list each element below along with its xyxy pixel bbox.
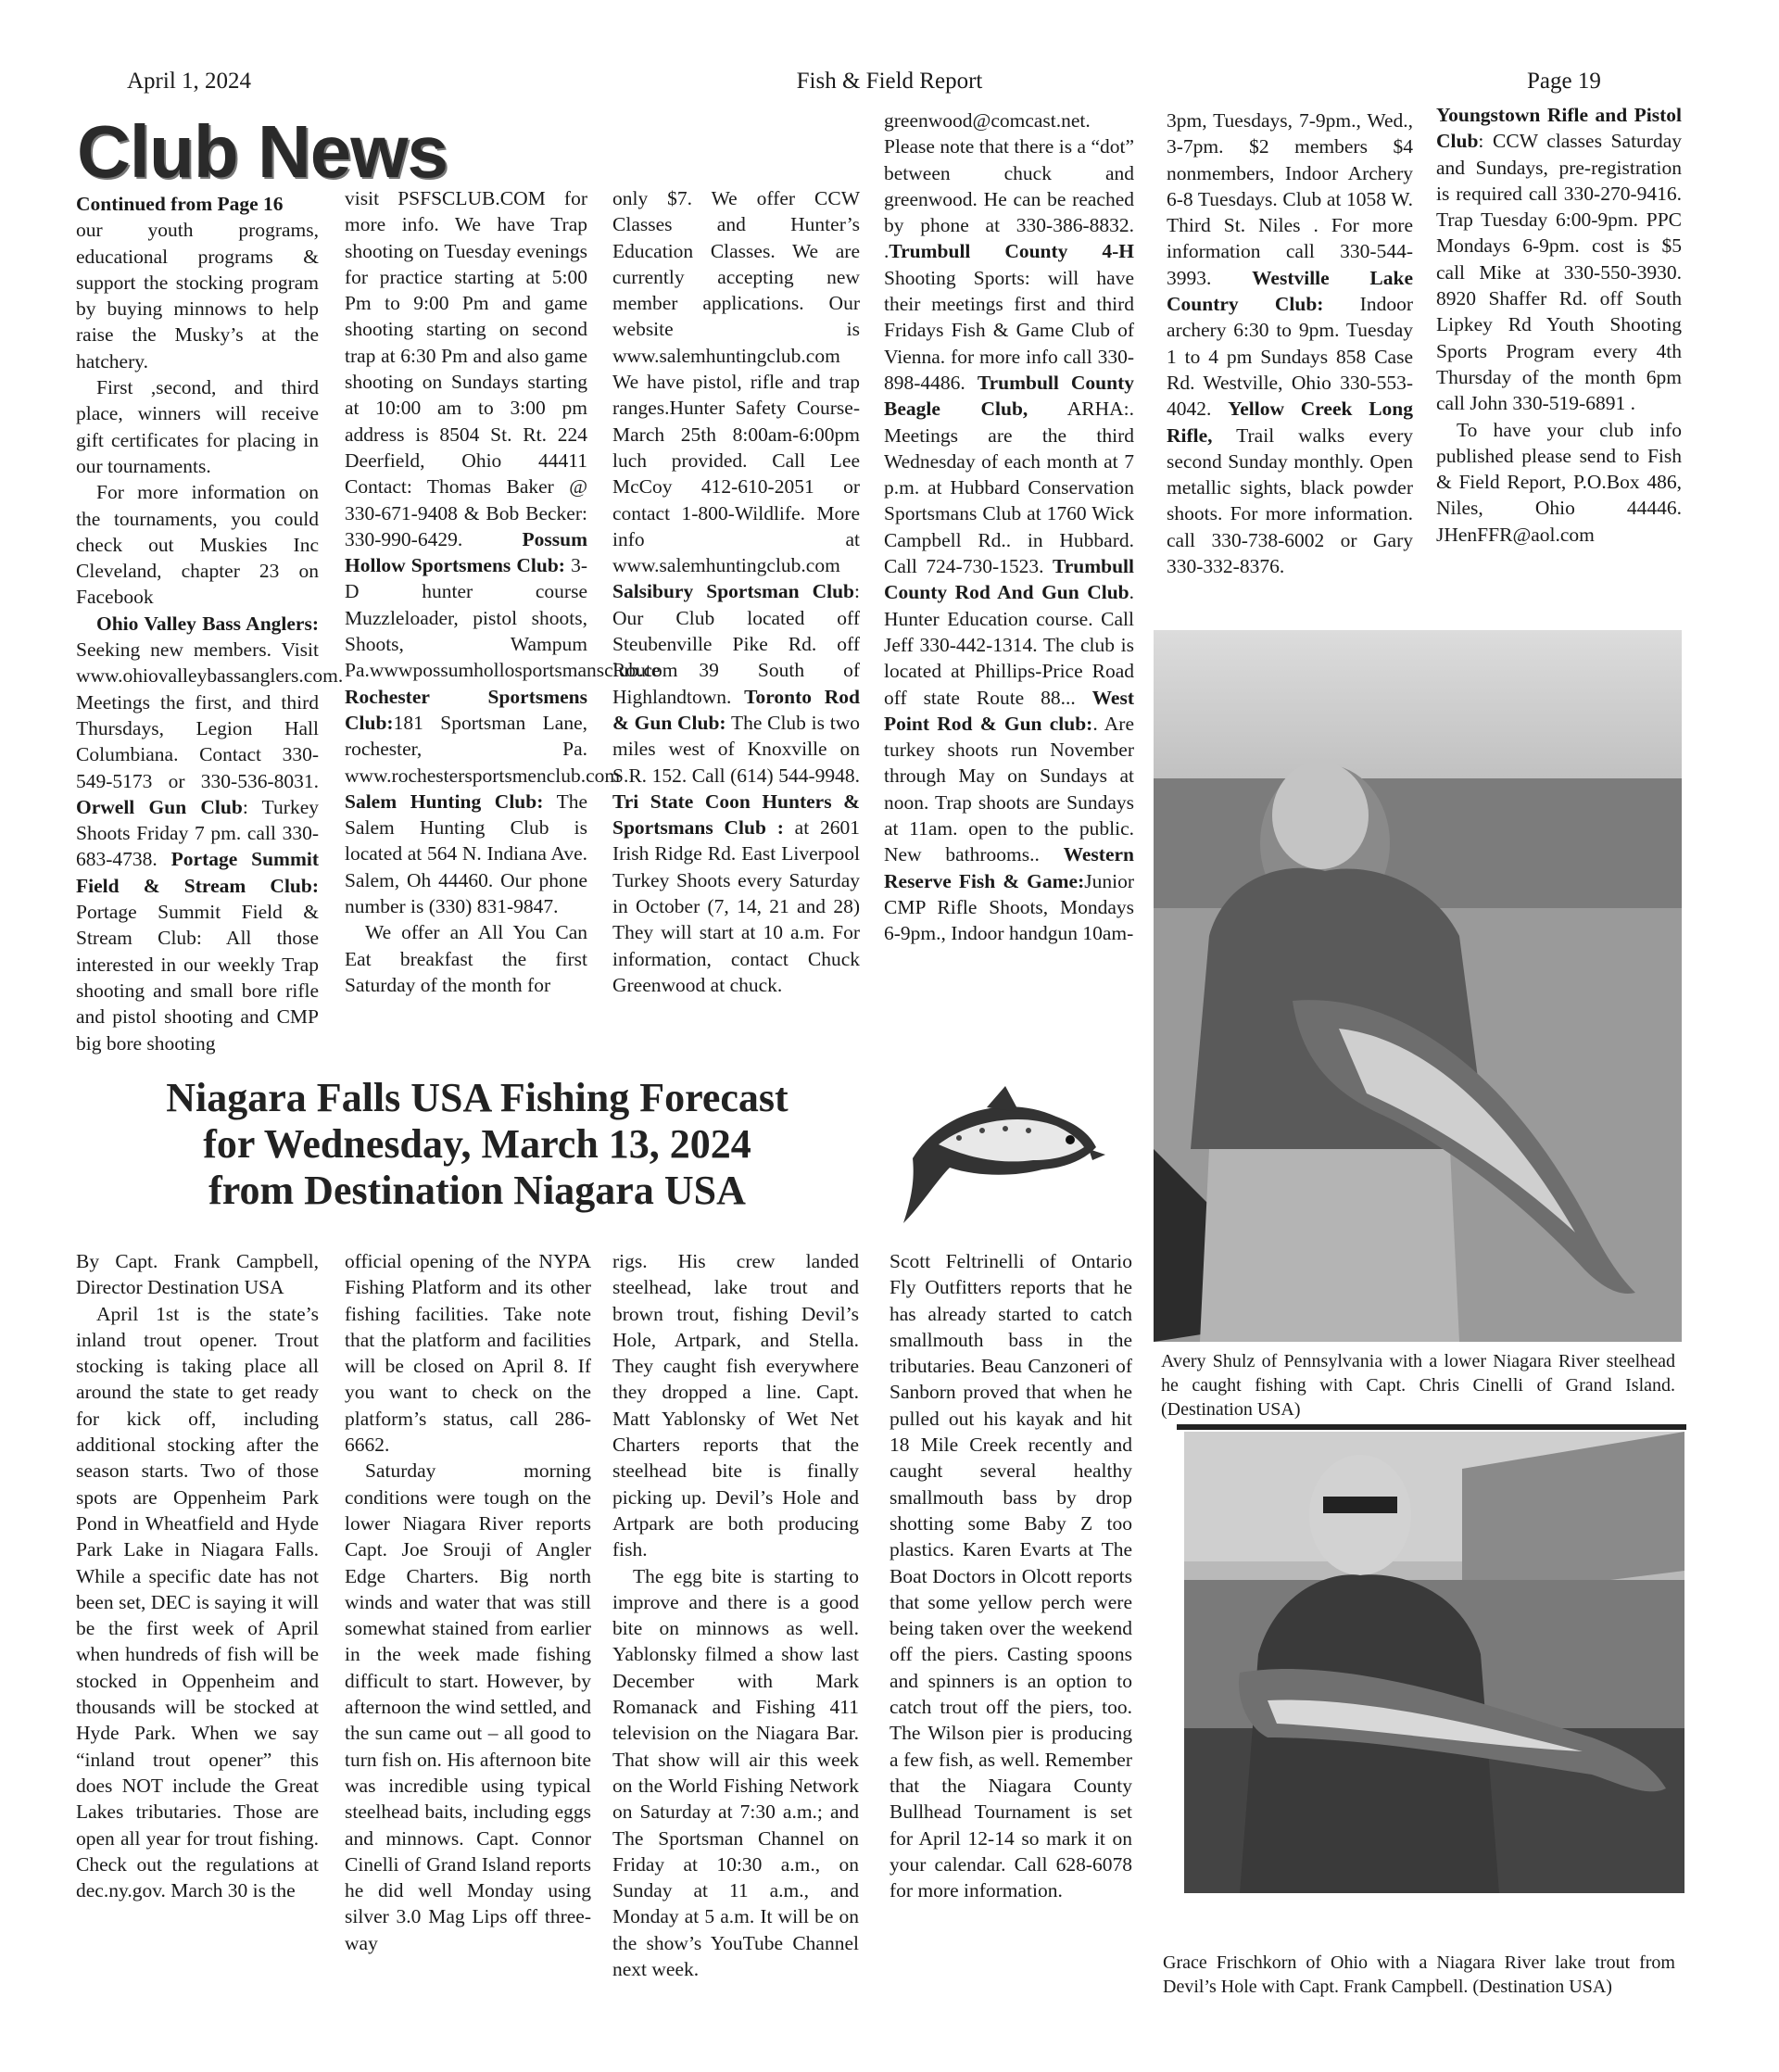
paragraph: The egg bite is starting to improve and there is a good bite on minnows as well. Yablonsky filmed a show last December with Mark Romanack and Fishing 411 television on the Niagara Bar. That show will air this week on the World Fishing Network on Saturday at 7:30 a.m.; and The Sportsman Channel on Friday at 10:30 a.m., on Sunday at 11 a.m., and Monday at 5 a.m. It will be on the show’s YouTube Channel next week. bbox=[612, 1564, 859, 1981]
photo-divider bbox=[1177, 1424, 1686, 1430]
page-number: Page 19 bbox=[1527, 69, 1601, 94]
paragraph: 3pm, Tuesdays, 7-9pm., Wed., 3-7pm. $2 members $4 nonmembers, Indoor Archery 6-8 Tuesdays. Club at 1058 W. Third St. Niles . For more information call 330-544-3993. Westville Lake Country Club: Indoor archery 6:30 to 9pm. Tuesday 1 to 4 pm Sundays 858 Case Rd. Westville, Ohio 330-553-4042. Yellow Creek Long Rifle, Trail walks every second Sunday monthly. Open metallic sights, black powder shoots. For more information. call 330-738-6002 or Gary 330-332-8376. bbox=[1167, 109, 1413, 578]
photo-caption-1: Avery Shulz of Pennsylvania with a lower Niagara River steelhead he caught fishing with Capt. Chris Cinelli of Grand Island. (Destination USA) bbox=[1161, 1351, 1675, 1420]
club-news-title: Club News bbox=[77, 110, 448, 193]
paragraph: Scott Feltrinelli of Ontario Fly Outfitters reports that he has already started to catch smallmouth bass in the tributaries. Beau Canzoneri of Sanborn proved that when he pulled out his kayak and hit 18 Mile Creek recently and caught several healthy smallmouth bass by drop shotting some Baby Z too plastics. Karen Evarts at The Boat Doctors in Olcott reports that some yellow perch were being taken over the weekend off the piers. Casting spoons and spinners is an option to catch trout off the piers, too. The Wilson pier is producing a few fish, as well. Remember that the Niagara County Bullhead Tournament is set for April 12-14 so mark it on your calendar. Call 628-6078 for more information. bbox=[890, 1250, 1132, 1902]
forecast-headline bbox=[88, 1075, 866, 1214]
forecast-column-3 bbox=[612, 1248, 859, 2064]
club-news-column-3 bbox=[612, 185, 860, 1070]
paragraph: rigs. His crew landed steelhead, lake trout and brown trout, fishing Devil’s Hole, Artpark, and Stella. They caught fish everywhere they dropped a line. Capt. Matt Yablonsky of Wet Net Charters reports that the steelhead bite is finally picking up. Devil’s Hole and Artpark are both producing fish. bbox=[612, 1250, 859, 1561]
paragraph: Saturday morning conditions were tough on the lower Niagara River reports Capt. Joe Srouji of Angler Edge Charters. Big north winds and water that was still somewhat stained from earlier in the week made fishing difficult to start. However, by afternoon the wind settled, and the sun came out – all good to turn fish on. His afternoon bite was incredible using typical steelhead baits, including eggs and minnows. Capt. Connor Cinelli of Grand Island reports he did well Monday using silver 3.0 Mag Lips off three-way bbox=[345, 1459, 591, 1954]
paragraph: Ohio Valley Bass Anglers: Seeking new members. Visit www.ohiovalleybassanglers.com. Meetings the first, and third Thursdays, Legion Hall Columbiana. Contact 330-549-5173 or 330-536-8031. Orwell Gun Club: Turkey Shoots Friday 7 pm. call 330-683-4738. Portage Summit Field & Stream Club: Portage Summit Field & Stream Club: All those interested in our weekly Trap shooting and small bore rifle and pistol shooting and CMP big bore shooting bbox=[76, 612, 344, 1055]
forecast-column-1 bbox=[76, 1248, 319, 2064]
club-news-column-1 bbox=[76, 191, 344, 1076]
forecast-headline-line-2: for Wednesday, March 13, 2024 bbox=[203, 1121, 751, 1167]
forecast-column-4 bbox=[890, 1248, 1132, 2064]
publication-name: Fish & Field Report bbox=[796, 69, 983, 94]
paragraph: greenwood@comcast.net. Please note that there is a “dot” between chuck and greenwood. He can be reached by phone at 330-386-8832. .Trumbull County 4-H Shooting Sports: will have their meetings first and third Fridays Fish & Game Club of Vienna. for more info call 330-898-4486. Trumbull County Beagle Club, ARHA:. Meetings are the third Wednesday of each month at 7 p.m. at Hubbard Conservation Sportsmans Club at 1760 Wick Campbell Rd.. in Hubbard. Call 724-730-1523. Trumbull County Rod And Gun Club. Hunter Education course. Call Jeff 330-442-1314. The club is located at Phillips-Price Road off state Route 88... West Point Rod & Gun club:. Are turkey shoots run November through May on Sundays at noon. Trap shoots are Sundays at 11am. open to the public. New bathrooms.. Western Reserve Fish & Game:Junior CMP Rifle Shoots, Mondays 6-9pm., Indoor handgun 10am- bbox=[884, 109, 1134, 945]
forecast-headline-line-3: from Destination Niagara USA bbox=[208, 1168, 746, 1213]
lake-trout-photo bbox=[1184, 1432, 1684, 1893]
club-news-column-5 bbox=[1167, 107, 1413, 608]
club-news-column-4 bbox=[884, 107, 1134, 1070]
paragraph: For more information on the tournaments, you could check out Muskies Inc Cleveland, chapter 23 on Facebook bbox=[76, 481, 319, 609]
paragraph: only $7. We offer CCW Classes and Hunter’s Education Classes. We are currently accepting new member applications. Our website is www.salemhuntingclub.com We have pistol, rifle and trap ranges.Hunter Safety Course-March 25th 8:00am-6:00pm luch provided. Call Lee McCoy 412-610-2051 or contact 1-800-Wildlife. More info at www.salemhuntingclub.com Salsibury Sportsman Club: Our Club located off Steubenville Pike Rd. off Route 39 South of Highlandtown. Toronto Rod & Gun Club: The Club is two miles west of Knoxville on S.R. 152. Call (614) 544-9948. Tri State Coon Hunters & Sportsmans Club : at 2601 Irish Ridge Rd. East Liverpool Turkey Shoots every Saturday in October (7, 14, 21 and 28) They will start at 10 a.m. For information, contact Chuck Greenwood at chuck. bbox=[612, 187, 860, 996]
paragraph: Youngstown Rifle and Pistol Club: CCW classes Saturday and Sundays, pre-registration is required call 330-270-9416. Trap Tuesday 6:00-9pm. PPC Mondays 6-9pm. cost is $5 call Mike at 330-550-3930. 8920 Shaffer Rd. off South Lipkey Rd Youth Shooting Sports Program every 4th Thursday of the month 6pm call John 330-519-6891 . bbox=[1436, 104, 1682, 415]
header-date: April 1, 2024 bbox=[127, 69, 252, 94]
photo-caption-2: Grace Frischkorn of Ohio with a Niagara River lake trout from Devil’s Hole with Capt. Frank Campbell. (Destination USA) bbox=[1163, 1952, 1675, 1997]
forecast-headline-line-1: Niagara Falls USA Fishing Forecast bbox=[166, 1075, 789, 1120]
paragraph: First ,second, and third place, winners will receive gift certificates for placing in our tournaments. bbox=[76, 376, 319, 477]
paragraph: By Capt. Frank Campbell, Director Destination USA bbox=[76, 1250, 319, 1299]
steelhead-photo bbox=[1154, 630, 1682, 1342]
paragraph: We offer an All You Can Eat breakfast the first Saturday of the month for bbox=[345, 921, 587, 996]
paragraph: April 1st is the state’s inland trout opener. Trout stocking is taking place all around the state to get ready for kick off, including additional stocking after the season starts. Two of those spots are Oppenheim Park Pond in Wheatfield and Hyde Park Lake in Niagara Falls. While a specific date has not been set, DEC is saying it will be the first week of April when hundreds of fish will be stocked in Oppenheim and thousands will be stocked at Hyde Park. When we say “inland trout opener” this does NOT include the Great Lakes tributaries. Those are open all year for trout fishing. Check out the regulations at dec.ny.gov. March 30 is the bbox=[76, 1302, 319, 1902]
paragraph: visit PSFSCLUB.COM for more info. We have Trap shooting on Tuesday evenings for practice starting at 5:00 Pm to 9:00 Pm and game shooting starting on second trap at 6:30 Pm and also game shooting on Sundays starting at 10:00 am to 3:00 pm address is 8504 St. Rt. 224 Deerfield, Ohio 44411 Contact: Thomas Baker @ 330-671-9408 & Bob Becker: 330-990-6429. Possum Hollow Sportsmens Club: 3-D hunter course Muzzleloader, pistol shoots, Shoots, Wampum Pa.wwwpossumhollosportsmansclub.com Rochester Sportsmens Club:181 Sportsman Lane, rochester, Pa. www.rochestersportsmenclub.com Salem Hunting Club: The Salem Hunting Club is located at 564 N. Indiana Ave. Salem, Oh 44460. Our phone number is (330) 831-9847. bbox=[345, 187, 678, 918]
club-news-column-2 bbox=[345, 185, 678, 1070]
fish-clipart-icon bbox=[894, 1075, 1107, 1228]
paragraph: official opening of the NYPA Fishing Platform and its other fishing facilities. Take note that the platform and facilities will be closed on April 8. If you want to check on the platform’s status, call 286-6662. bbox=[345, 1250, 591, 1457]
club-news-column-6 bbox=[1436, 102, 1682, 602]
paragraph: To have your club info published please send to Fish & Field Report, P.O.Box 486, Niles, Ohio 44446. JHenFFR@aol.com bbox=[1436, 418, 1682, 546]
paragraph: Continued from Page 16 our youth programs, educational programs & support the stocking program by buying minnows to help raise the Musky’s at the hatchery. bbox=[76, 193, 319, 373]
forecast-column-2 bbox=[345, 1248, 591, 2064]
